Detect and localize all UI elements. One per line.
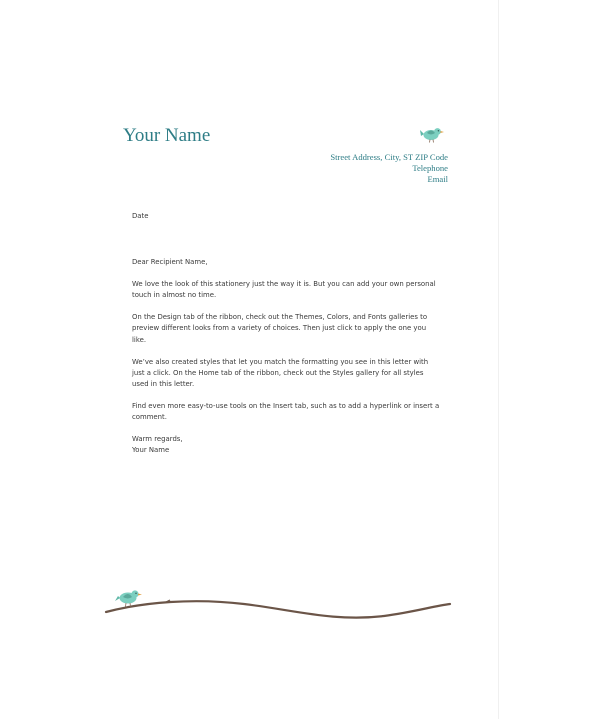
paragraph-line: used in this letter. — [132, 379, 195, 388]
paragraph-1[interactable] — [132, 279, 436, 301]
letter-body — [132, 211, 440, 456]
paragraph-line: just a click. On the Home tab of the ribbon, check out the Styles gallery for all styles — [132, 368, 424, 377]
paragraph-line: We’ve also created styles that let you match the formatting you see in this letter with — [132, 357, 429, 366]
telephone[interactable]: Telephone — [412, 162, 448, 173]
paragraph-3[interactable] — [132, 357, 432, 390]
contact-block — [330, 152, 448, 184]
letter-date[interactable]: Date — [132, 212, 149, 220]
paragraph-line: preview different looks from a variety of choices. Then just click to apply the one you — [132, 324, 427, 333]
bird-icon — [419, 124, 445, 144]
paragraph-2[interactable] — [132, 312, 432, 345]
street-address[interactable]: Street Address, City, ST ZIP Code — [330, 152, 448, 162]
sender-name[interactable]: Your Name — [123, 125, 211, 146]
email[interactable]: Email — [427, 173, 448, 184]
bird-on-branch-icon — [104, 586, 452, 626]
signature-name[interactable]: Your Name — [132, 446, 170, 455]
paragraph-line: On the Design tab of the ribbon, check out the Themes, Colors, and Fonts galleries to — [132, 313, 428, 322]
paragraph-line: touch in almost no time. — [132, 291, 217, 300]
paragraph-line: We love the look of this stationery just the way it is. But you can add your own personal — [132, 280, 436, 289]
paragraph-line: like. — [132, 335, 147, 344]
salutation[interactable]: Dear Recipient Name, — [132, 258, 208, 267]
paragraph-4[interactable] — [132, 401, 440, 423]
footer-bird — [115, 590, 142, 606]
branch — [106, 601, 450, 617]
closing[interactable]: Warm regards, — [132, 435, 183, 444]
paragraph-line: Find even more easy-to-use tools on the Insert tab, such as to add a hyperlink or insert a — [132, 401, 440, 410]
paragraph-line: comment. — [132, 413, 167, 422]
